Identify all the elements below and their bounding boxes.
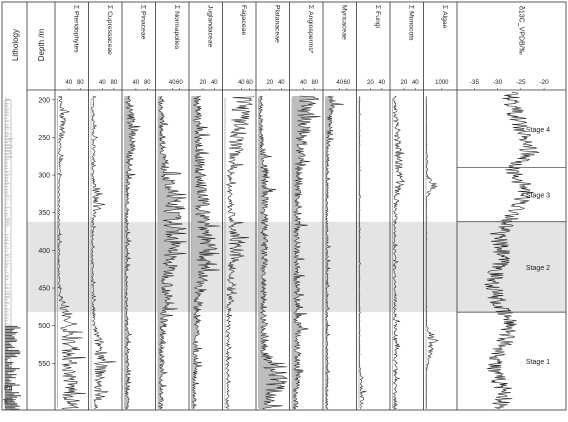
lithology-column [3,29,21,410]
panel-tick-label: 40 [300,80,307,86]
panel-title: Σ Normapolles [172,5,180,50]
panel-tick-label: 60 [176,80,183,86]
panel-2 [91,5,118,409]
panel-tick-label: 80 [311,80,319,86]
depth-tick-label: 500 [38,323,50,331]
panel-tick-label: 60 [343,80,351,86]
depth-tick-label: 200 [38,97,50,105]
panel-title: Σ Monocots [407,5,415,41]
depth-axis-label: Depth /m [37,28,46,62]
panel-tick-label: 40 [65,80,73,86]
panel-tick-label: 40 [237,80,245,86]
panel-tick-label: 60 [246,80,253,86]
panel-title: Fagaceae [239,5,247,36]
panel-6 [225,5,254,409]
isotope-tick-label: -20 [539,79,549,86]
lithology-label: Lithology [11,28,20,62]
panel-1 [58,5,87,409]
panel-5 [192,5,221,409]
panel-3 [125,5,152,409]
depth-tick-label: 450 [38,285,50,293]
panel-tick-label: 40 [277,80,285,86]
stage-label: Stage 2 [525,264,551,272]
isotope-tick-label: -35 [469,79,480,86]
depth-tick-label: 250 [38,134,50,142]
panel-tick-label: 20 [199,80,207,86]
panel-title: Σ Angiosperms* [306,5,314,54]
panel-7 [259,5,288,409]
panel-8 [292,5,321,409]
panel-tick-label: 40 [411,80,419,86]
panel-9 [326,5,351,409]
depth-tick-label: 400 [38,247,50,255]
panel-title: Σ Fungi [373,5,381,29]
panel-12 [426,5,449,409]
panel-10 [359,5,386,409]
panel-tick-label: 20 [400,80,408,86]
stage-label: Stage 4 [525,126,551,134]
isotope-title: δ13C_VPDB/‰ [517,6,525,55]
panel-tick-label: 40 [168,80,176,86]
panel-title: Σ Algae [440,5,448,29]
isotope-tick-label: -30 [492,79,503,86]
isotope-panel [457,6,566,409]
outer-border [2,2,566,410]
panel-title: Σ Pinaceae [139,5,147,40]
panel-tick-label: 40 [378,80,386,86]
unit-label-pg: Pg [4,385,13,392]
panel-tick-label: 80 [143,80,151,86]
depth-tick-label: 550 [38,360,50,368]
panel-tick-label: 80 [110,80,118,86]
panel-tick-label: 80 [76,80,84,86]
panel-title: Σ Cupressaceae [105,5,113,55]
unit-label-k: K [4,399,9,406]
depth-axis [37,28,55,367]
panel-tick-label: 20 [367,80,374,86]
depth-tick-label: 300 [38,172,50,180]
panel-title: Juglandaceae [206,5,214,48]
stage-label: Stage 3 [525,192,551,200]
panel-tick-label: 40 [210,80,218,86]
panel-tick-label: 40 [132,80,140,86]
panel-11 [393,5,420,409]
lithology-log [5,100,11,410]
stage-label: Stage 1 [525,359,551,367]
depth-tick-label: 350 [38,210,50,218]
panel-tick-label: 20 [266,80,274,86]
taxa-panels [58,5,450,409]
panel-tick-label: 1000 [435,80,449,86]
panel-title: Myricaceae [340,5,348,40]
panel-tick-label: 40 [336,80,344,86]
panel-title: Σ Pteridophytes [72,5,80,53]
panel-tick-label: 40 [99,80,106,86]
isotope-tick-label: -25 [516,79,526,86]
panel-title: Platanaceae [273,5,281,43]
chart-frame [2,2,566,410]
panel-4 [158,5,187,409]
